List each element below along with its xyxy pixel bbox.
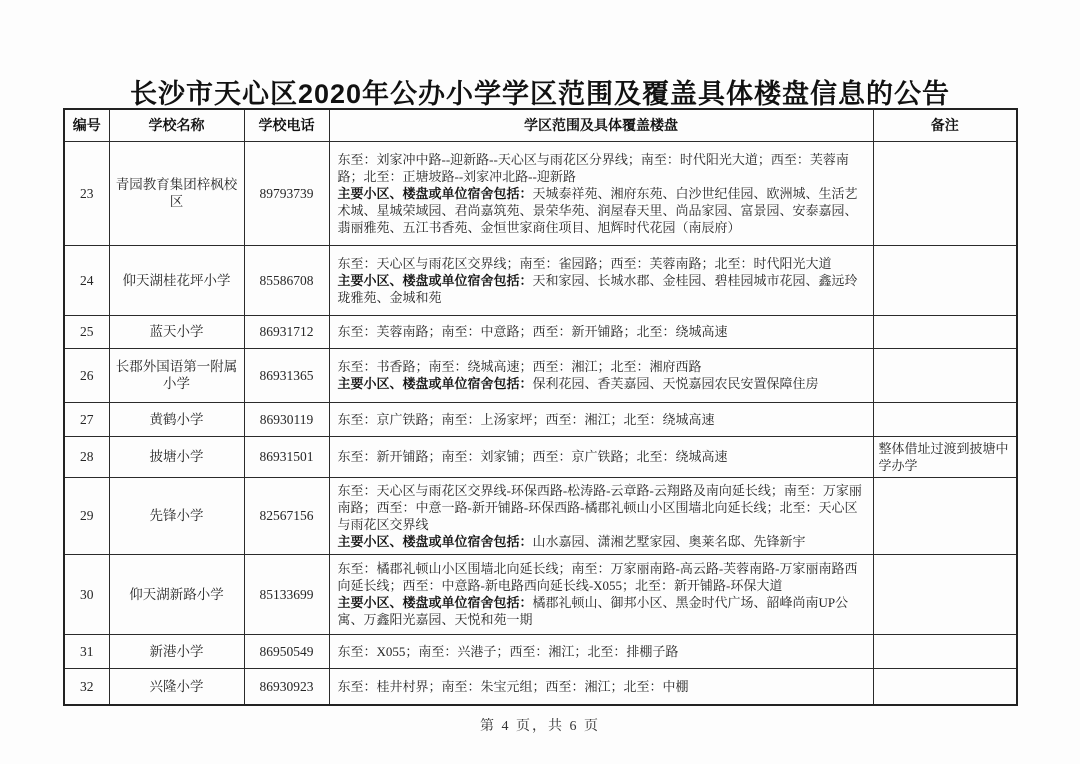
table-row <box>64 315 1017 348</box>
cell-remark <box>873 348 1017 402</box>
table-row <box>64 245 1017 315</box>
cell-row-number: 27 <box>64 402 109 436</box>
covered-estates-line <box>338 375 865 392</box>
table-header <box>64 109 1017 141</box>
district-boundary-text: 东至：X055；南至：兴港子；西至：湘江；北至：排棚子路 <box>337 643 679 659</box>
district-boundary-text: 东至：橘郡礼顿山小区围墙北向延长线；南至：万家丽南路-高云路-芙蓉南路-万家丽南路西向延长线；西至：中意路-新电路西向延长线-X055；北至：新开铺路-环保大道 <box>337 561 858 593</box>
district-boundary-text: 东至：京广铁路；南至：上汤家坪；西至：湘江；北至：绕城高速 <box>337 411 715 427</box>
column-header-name: 学校名称 <box>109 109 244 141</box>
cell-remark <box>873 634 1017 668</box>
cell-school-phone: 86931501 <box>244 436 329 477</box>
cell-remark: 整体借址过渡到披塘中学办学 <box>873 436 1017 477</box>
cell-school-name: 新港小学 <box>109 634 244 668</box>
cell-school-name: 青园教育集团梓枫校区 <box>109 141 244 245</box>
column-header-remark: 备注 <box>873 109 1017 141</box>
district-boundary-text: 东至：芙蓉南路；南至：中意路；西至：新开铺路；北至：绕城高速 <box>337 324 728 339</box>
estates-label: 主要小区、楼盘或单位宿舍包括： <box>337 533 533 549</box>
cell-remark <box>873 668 1017 705</box>
cell-school-name: 兴隆小学 <box>109 668 244 705</box>
cell-school-phone: 82567156 <box>244 477 329 554</box>
table-body <box>64 141 1017 705</box>
district-boundary-text: 东至：天心区与雨花区交界线；南至：雀园路；西至：芙蓉南路；北至：时代阳光大道 <box>337 255 832 271</box>
estates-list: 天城泰祥苑、湘府东苑、白沙世纪佳园、欧洲城、生活艺术城、星城荣域园、君尚嘉筑苑、景荣华苑、润屋春天里、尚品家园、富景园、安泰嘉园、翡丽雅苑、五江书香苑、金恒世家商住项目、旭辉时代花园（南辰府） <box>337 185 858 235</box>
cell-remark <box>873 477 1017 554</box>
cell-district-range <box>329 554 873 634</box>
cell-remark <box>873 315 1017 348</box>
cell-district-range <box>329 245 873 315</box>
covered-estates-line <box>338 533 865 550</box>
estates-list: 山水嘉园、潇湘艺墅家园、奥莱名邸、先锋新宇 <box>532 533 806 549</box>
table-row <box>64 348 1017 402</box>
cell-district-range <box>329 634 873 668</box>
cell-district-range <box>329 477 873 554</box>
covered-estates-line <box>338 594 865 628</box>
district-boundary-text: 东至：新开铺路；南至：刘家铺；西至：京广铁路；北至：绕城高速 <box>337 449 728 464</box>
table-row <box>64 634 1017 668</box>
column-header-district: 学区范围及具体覆盖楼盘 <box>329 109 873 141</box>
cell-school-phone: 85586708 <box>244 245 329 315</box>
table-row <box>64 141 1017 245</box>
estates-label: 主要小区、楼盘或单位宿舍包括： <box>337 185 533 201</box>
cell-school-name: 仰天湖桂花坪小学 <box>109 245 244 315</box>
cell-district-range <box>329 348 873 402</box>
cell-remark <box>873 402 1017 436</box>
cell-school-phone: 86931365 <box>244 348 329 402</box>
covered-estates-line <box>338 272 865 306</box>
district-boundary-text: 东至：桂井村界；南至：朱宝元组；西至：湘江；北至：中棚 <box>337 678 689 694</box>
table-row <box>64 554 1017 634</box>
cell-district-range <box>329 141 873 245</box>
school-district-table <box>63 108 1018 706</box>
cell-school-name: 黄鹤小学 <box>109 402 244 436</box>
cell-school-phone: 86930119 <box>244 402 329 436</box>
column-header-id: 编号 <box>64 109 109 141</box>
estates-label: 主要小区、楼盘或单位宿舍包括： <box>337 595 533 610</box>
estates-list: 保利花园、香芙嘉园、天悦嘉园农民安置保障住房 <box>532 376 819 391</box>
cell-district-range <box>329 315 873 348</box>
cell-remark <box>873 245 1017 315</box>
estates-list: 天和家园、长城水郡、金桂园、碧桂园城市花园、鑫远玲珑雅苑、金城和苑 <box>337 272 858 305</box>
cell-row-number: 30 <box>64 554 109 634</box>
cell-row-number: 25 <box>64 315 109 348</box>
covered-estates-line <box>338 185 865 236</box>
cell-row-number: 31 <box>64 634 109 668</box>
estates-list: 橘郡礼顿山、御邦小区、黑金时代广场、韶峰尚南UP公寓、万鑫阳光嘉园、天悦和苑一期 <box>337 595 849 627</box>
cell-school-name: 先锋小学 <box>109 477 244 554</box>
cell-school-name: 披塘小学 <box>109 436 244 477</box>
cell-school-phone: 86950549 <box>244 634 329 668</box>
cell-school-name: 仰天湖新路小学 <box>109 554 244 634</box>
table-row <box>64 402 1017 436</box>
cell-district-range <box>329 668 873 705</box>
cell-school-phone: 86931712 <box>244 315 329 348</box>
cell-district-range <box>329 436 873 477</box>
cell-district-range <box>329 402 873 436</box>
table-header-row <box>64 109 1017 141</box>
cell-row-number: 26 <box>64 348 109 402</box>
cell-school-name: 蓝天小学 <box>109 315 244 348</box>
column-header-phone: 学校电话 <box>244 109 329 141</box>
district-boundary-text: 东至：书香路；南至：绕城高速；西至：湘江；北至：湘府西路 <box>337 359 702 374</box>
cell-row-number: 32 <box>64 668 109 705</box>
table-row <box>64 436 1017 477</box>
estates-label: 主要小区、楼盘或单位宿舍包括： <box>337 376 533 391</box>
page-title: 长沙市天心区2020年公办小学学区范围及覆盖具体楼盘信息的公告 <box>129 79 951 109</box>
cell-school-phone: 89793739 <box>244 141 329 245</box>
district-boundary-text: 东至：天心区与雨花区交界线-环保西路-松涛路-云章路-云翔路及南向延长线；南至：万家丽南路；西至：中意一路-新开铺路-环保西路-橘郡礼顿山小区围墙北向延长线；北至：天心区与雨花区交界线 <box>337 482 862 532</box>
cell-school-name: 长郡外国语第一附属小学 <box>109 348 244 402</box>
cell-row-number: 23 <box>64 141 109 245</box>
page-number: 第 4 页，共 6 页 <box>480 719 600 734</box>
cell-remark <box>873 554 1017 634</box>
cell-school-phone: 85133699 <box>244 554 329 634</box>
cell-row-number: 29 <box>64 477 109 554</box>
estates-label: 主要小区、楼盘或单位宿舍包括： <box>337 272 533 288</box>
cell-row-number: 28 <box>64 436 109 477</box>
cell-school-phone: 86930923 <box>244 668 329 705</box>
table-row <box>64 477 1017 554</box>
table-row <box>64 668 1017 705</box>
cell-row-number: 24 <box>64 245 109 315</box>
cell-remark <box>873 141 1017 245</box>
district-boundary-text: 东至：刘家冲中路--迎新路--天心区与雨花区分界线；南至：时代阳光大道；西至：芙蓉南路；北至：正塘坡路--刘家冲北路--迎新路 <box>337 151 849 184</box>
